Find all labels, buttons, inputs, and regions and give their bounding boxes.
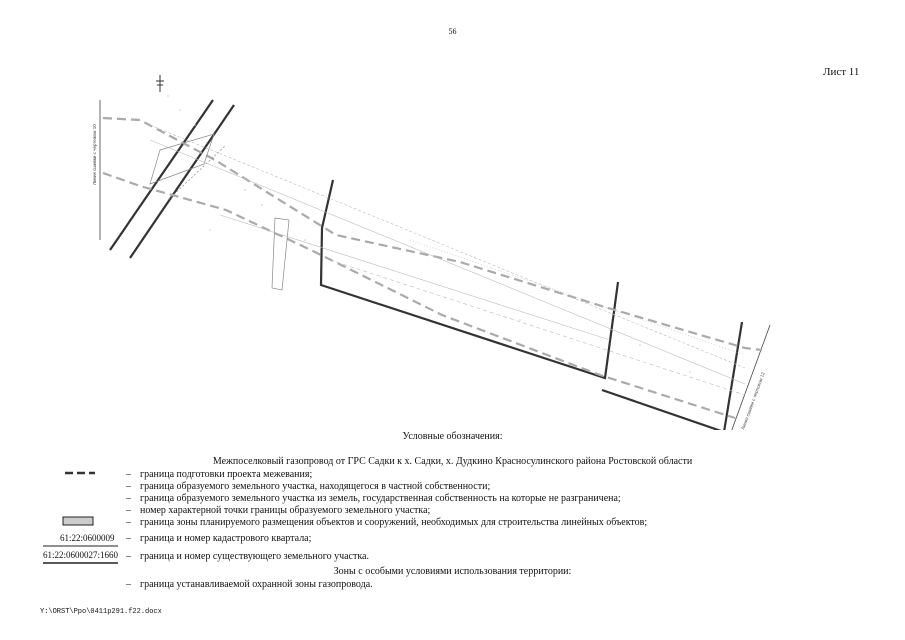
zones-title: Зоны с особыми условиями использования территории: bbox=[333, 566, 572, 577]
legend-item: – граница образуемого земельного участка из земель, государственная собственность на которые не разграничена; bbox=[126, 493, 621, 504]
left-seam-label: Линия сшивки с чертежом 10 bbox=[92, 124, 97, 185]
north-arrow-icon bbox=[156, 75, 164, 92]
zone-item: – граница устанавливаемой охранной зоны газопровода. bbox=[126, 579, 373, 590]
legend-item: – граница зоны планируемого размещения объектов и сооружений, необходимых для строительства линейных объектов; bbox=[126, 517, 648, 528]
legend-item: – номер характерной точки границы образуемого земельного участка; bbox=[126, 505, 431, 516]
legend-item: – граница подготовки проекта межевания; bbox=[126, 469, 313, 480]
legend-title: Условные обозначения: bbox=[402, 431, 503, 442]
legend-subtitle: Межпоселковый газопровод от ГРС Садки к х. Садки, х. Дудкино Красносулинского района Ростовской области bbox=[212, 456, 693, 467]
page-number: 56 bbox=[448, 27, 457, 36]
project-boundary bbox=[110, 100, 742, 430]
legend-item: – граница и номер существующего земельного участка. bbox=[126, 551, 369, 562]
legend-item: – граница и номер кадастрового квартала; bbox=[126, 533, 312, 544]
sheet-label: Лист 11 bbox=[823, 66, 860, 78]
right-seam-label: Линия сшивки с чертежом 12 bbox=[740, 371, 766, 430]
file-path-footer: Y:\ORST\Ppo\0411p291.f22.docx bbox=[40, 608, 162, 616]
legend-parcel-label: 61:22:0600027:1660 bbox=[43, 550, 119, 560]
planned-parcel bbox=[150, 134, 289, 290]
legend-item: – граница образуемого земельного участка, находящегося в частной собственности; bbox=[126, 481, 491, 492]
protective-zone-boundary bbox=[103, 118, 762, 418]
legend-symbol-planned-zone bbox=[63, 517, 93, 525]
legend-quarter-label: 61:22:0600009 bbox=[60, 533, 115, 543]
